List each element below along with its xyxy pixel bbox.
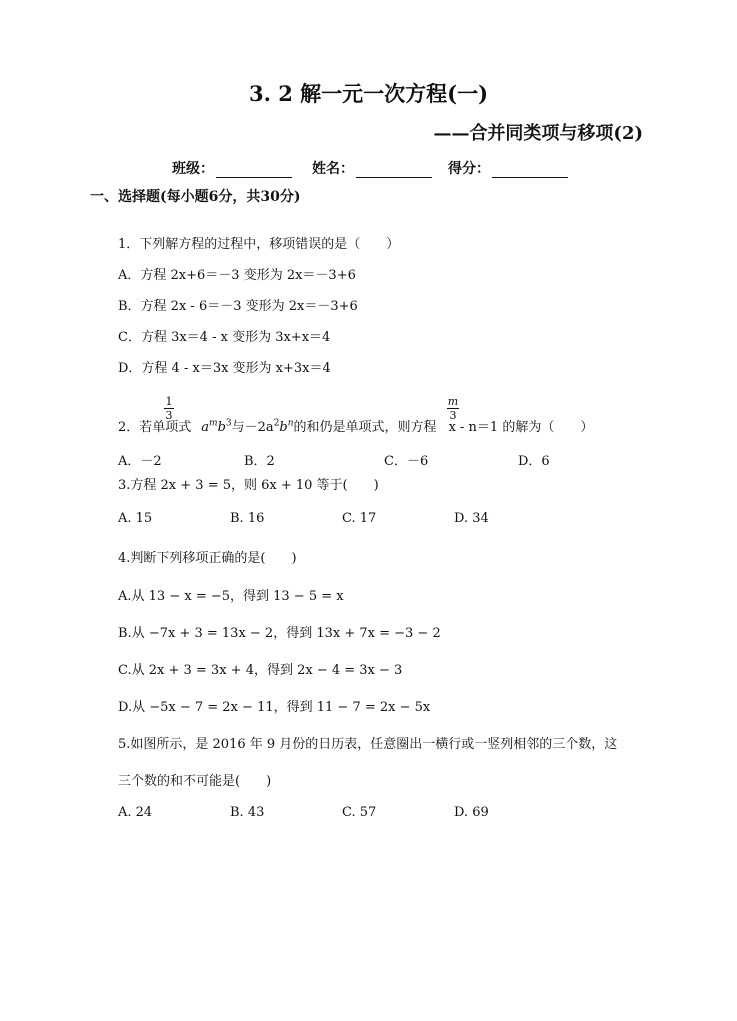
fraction-2-denominator: 3 <box>449 409 457 422</box>
name-blank[interactable] <box>356 163 432 178</box>
exp-n: n <box>287 418 294 429</box>
fraction-m-third <box>447 396 459 421</box>
question-5-stem-line-2: 三个数的和不可能是( ) <box>118 774 272 789</box>
question-1-stem: 1．下列解方程的过程中，移项错误的是（ ） <box>118 237 400 252</box>
section-heading: 一、选择题(每小题6分，共30分) <box>90 189 301 205</box>
question-2-prefix: 2．若单项式 <box>118 420 192 435</box>
question-1-option-c: C．方程 3x＝4 - x 变形为 3x+x＝4 <box>118 330 331 345</box>
question-3-option-b: B. 16 <box>230 511 265 526</box>
question-2-stem <box>118 416 593 435</box>
monomial-b2: b <box>279 420 288 435</box>
question-4-option-d: D.从 −5x − 7 = 2x − 11，得到 11 − 7 = 2x − 5x <box>118 700 431 715</box>
score-blank[interactable] <box>492 163 568 178</box>
fraction-1-numerator: 1 <box>165 395 173 408</box>
second-monomial: 与－2a <box>231 420 274 435</box>
fraction-one-third <box>164 396 174 421</box>
question-1-option-b: B．方程 2x - 6＝－3 变形为 2x＝－3+6 <box>118 299 358 314</box>
monomial-b: b <box>217 420 226 435</box>
name-field <box>312 158 432 178</box>
name-label: 姓名： <box>312 161 354 177</box>
fraction-2-numerator: m <box>447 395 459 408</box>
question-4-option-c: C.从 2x + 3 = 3x + 4，得到 2x − 4 = 3x − 3 <box>118 663 403 678</box>
question-3-option-c: C. 17 <box>342 511 377 526</box>
page-title: 3. 2 解一元一次方程(一) <box>248 81 489 106</box>
question-2-option-c: C．－6 <box>384 454 429 469</box>
question-2-middle: 的和仍是单项式，则方程 <box>293 420 437 435</box>
page-subtitle: ——合并同类项与移项(2) <box>433 123 643 144</box>
question-3-option-d: D. 34 <box>454 511 489 526</box>
question-2-option-b: B．2 <box>244 454 275 469</box>
question-1-option-a: A．方程 2x+6＝－3 变形为 2x＝－3+6 <box>118 268 356 283</box>
fraction-1-denominator: 3 <box>165 409 173 422</box>
question-5-option-b: B. 43 <box>230 805 265 820</box>
question-3-option-a: A. 15 <box>118 511 153 526</box>
question-4-stem: 4.判断下列移项正确的是( ) <box>118 551 297 566</box>
question-5-stem-line-1: 5.如图所示，是 2016 年 9 月份的日历表，任意圈出一横行或一竖列相邻的三个数，这 <box>118 737 618 752</box>
question-2-option-d: D．6 <box>518 454 550 469</box>
class-label: 班级： <box>172 161 214 177</box>
score-field <box>448 158 568 178</box>
question-4-option-a: A.从 13 − x = −5，得到 13 − 5 = x <box>118 589 344 604</box>
exp-m: m <box>209 418 218 429</box>
question-1-option-d: D．方程 4 - x＝3x 变形为 x+3x＝4 <box>118 361 331 376</box>
exp-3: 3 <box>225 418 232 429</box>
monomial-a: a <box>201 420 210 435</box>
question-4-option-b: B.从 −7x + 3 = 13x − 2，得到 13x + 7x = −3 − 2 <box>118 626 441 641</box>
question-5-option-c: C. 57 <box>342 805 377 820</box>
question-5-option-a: A. 24 <box>118 805 153 820</box>
question-2-option-a: A．－2 <box>118 454 162 469</box>
question-5-option-d: D. 69 <box>454 805 489 820</box>
class-blank[interactable] <box>216 163 292 178</box>
exp-2: 2 <box>273 418 280 429</box>
score-label: 得分： <box>448 161 490 177</box>
question-3-stem: 3.方程 2x + 3 = 5，则 6x + 10 等于( ) <box>118 478 379 493</box>
question-2-equation: x - n＝1 的解为（ ） <box>448 420 594 435</box>
class-field <box>172 158 292 178</box>
